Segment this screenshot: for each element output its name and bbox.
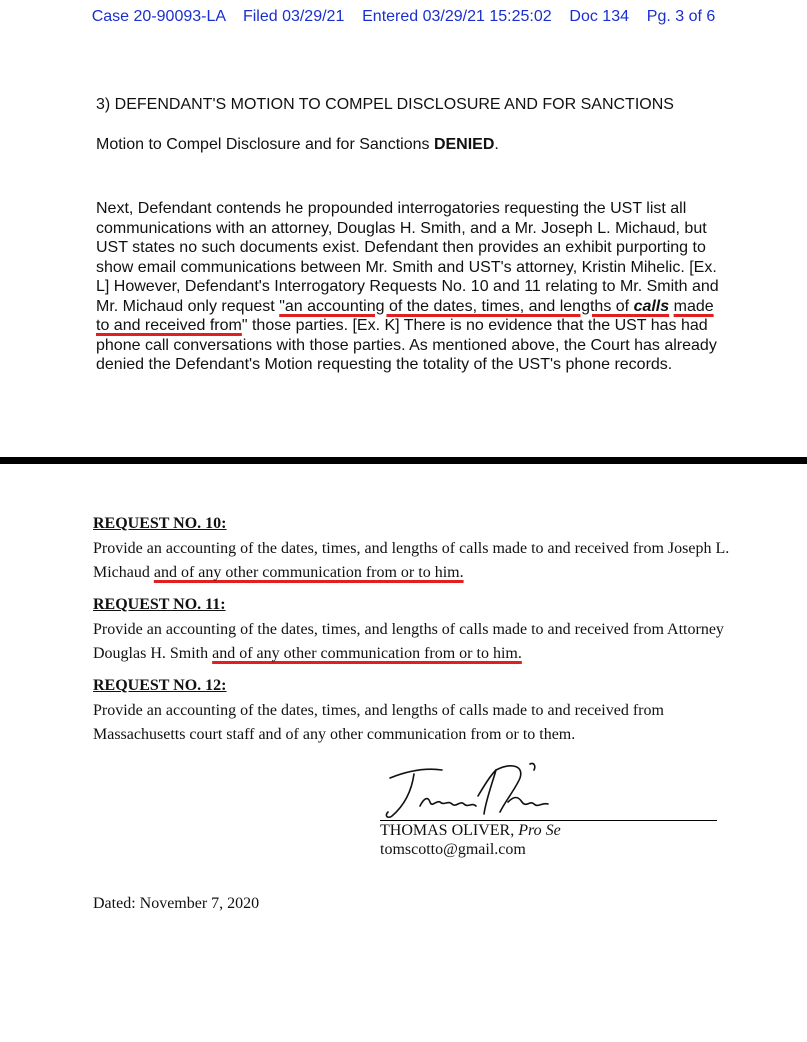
signer-role: Pro Se bbox=[518, 822, 561, 839]
request-body bbox=[93, 699, 733, 747]
section-title: 3) DEFENDANT'S MOTION TO COMPEL DISCLOSURE AND FOR SANCTIONS bbox=[96, 96, 674, 113]
request-underlined-text: and of any other communication from or to him. bbox=[212, 645, 522, 662]
requests-list bbox=[93, 514, 733, 757]
paragraph-part1: Next, Defendant contends he propounded interrogatories requesting the UST list all communications with an attorney, Douglas H. Smith, and a Mr. Joseph L. Michaud, but UST states no such documents exist. Defendant then provides an exhibit purporting to show email communications between Mr. Smith and UST's attorney, Kristin Mihelic. [Ex. L] However, Defendant's Interrogatory Requests No. 10 and 11 relating to Mr. Smith and Mr. Michaud only request bbox=[96, 200, 719, 315]
underlined-quote-a: "an accounting of the dates, times, and lengths of bbox=[279, 297, 634, 315]
request-body bbox=[93, 537, 733, 585]
request-text: Provide an accounting of the dates, times, and lengths of calls made to and received from Joseph L. Michaud bbox=[93, 540, 730, 581]
ruling-word: DENIED bbox=[433, 136, 495, 153]
signer-name: THOMAS OLIVER bbox=[380, 822, 511, 839]
body-paragraph bbox=[96, 199, 724, 375]
case-number: Case 20-90093-LA bbox=[91, 8, 226, 25]
dated-line: Dated: November 7, 2020 bbox=[93, 895, 260, 912]
ruling-suffix: . bbox=[494, 136, 499, 153]
request-heading: REQUEST NO. 12: bbox=[93, 677, 227, 694]
signature-graphic bbox=[380, 756, 720, 824]
request-heading: REQUEST NO. 11: bbox=[93, 596, 226, 613]
request-body bbox=[93, 618, 733, 666]
page-divider bbox=[0, 457, 807, 464]
request-text: Provide an accounting of the dates, times, and lengths of calls made to and received from Attorney Douglas H. Smith bbox=[93, 621, 724, 662]
ruling-line bbox=[96, 136, 499, 154]
request-heading: REQUEST NO. 10: bbox=[93, 515, 227, 532]
paragraph-part2: " those parties. [Ex. K] There is no evidence that the UST has had phone call conversations with those parties. As mentioned above, the Court has already denied the Defendant's Motion requesting the totality of the UST's phone records. bbox=[96, 317, 717, 373]
ruling-prefix: Motion to Compel Disclosure and for Sanctions bbox=[96, 136, 434, 153]
signer-email: tomscotto@gmail.com bbox=[380, 841, 526, 858]
underlined-quote-b: made to and received from bbox=[96, 297, 714, 334]
handwritten-signature bbox=[380, 756, 720, 824]
doc-number: Doc 134 bbox=[569, 8, 629, 25]
signer-block: THOMAS OLIVER, Pro Se bbox=[380, 822, 561, 839]
request-text: Provide an accounting of the dates, times, and lengths of calls made to and received from Massachusetts court staff and of any other communication from or to them. bbox=[93, 702, 664, 743]
docket-header bbox=[0, 8, 807, 26]
calls-emphasis: calls bbox=[633, 297, 670, 315]
page-number: Pg. 3 of 6 bbox=[646, 8, 716, 25]
entered-date: Entered 03/29/21 15:25:02 bbox=[362, 8, 552, 25]
request-underlined-text: and of any other communication from or to him. bbox=[153, 564, 464, 581]
filed-date: Filed 03/29/21 bbox=[242, 8, 345, 25]
